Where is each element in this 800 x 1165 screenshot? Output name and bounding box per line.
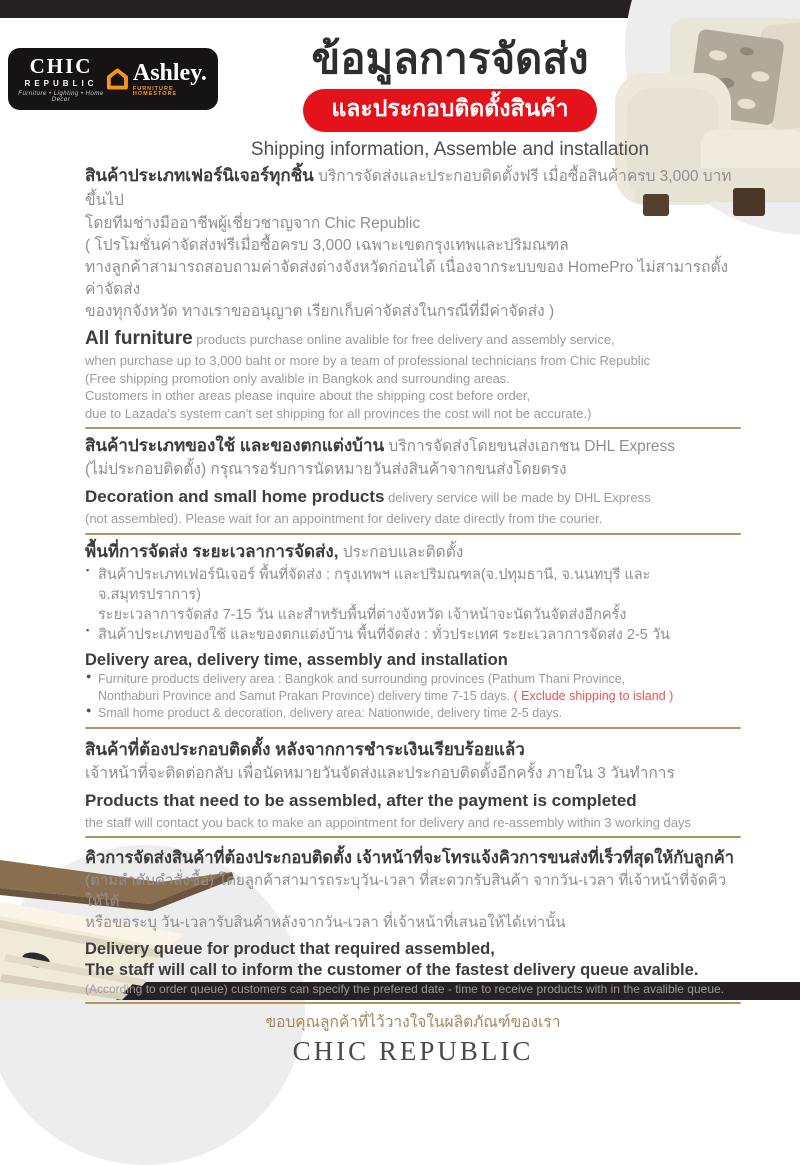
section-delivery-area <box>85 540 741 722</box>
chic-logo-tagline: Furniture • Lighting • Home Decor <box>18 90 104 103</box>
section3-thai-lead: พื้นที่การจัดส่ง ระยะเวลาการจัดส่ง, ประกอบและติดตั้ง <box>85 541 464 561</box>
section1-english-heading: All furniture <box>85 328 193 349</box>
section2-english-lead: Decoration and small home products delivery service will be made by DHL Express <box>85 487 651 506</box>
ashley-logo <box>106 61 210 98</box>
section4-english-line: the staff will contact you back to make an appointment for delivery and re-assembly within 3 working days <box>85 814 692 830</box>
section5-english-heading-line: The staff will call to inform the customer of the fastest delivery queue avalible. <box>85 961 699 979</box>
brand-logo-plate <box>8 48 218 110</box>
footer-thanks-message: ขอบคุณลูกค้าที่ไว้วางใจในผลิตภัณฑ์ของเรา <box>265 1014 561 1031</box>
section-delivery-queue <box>85 843 741 997</box>
section1-thai-line: โดยทีมช่างมืออาชีพผู้เชี่ยวชาญจาก Chic Republic <box>85 215 421 232</box>
section2-thai-heading: สินค้าประเภทของใช้ และของตกแต่งบ้าน <box>85 436 385 455</box>
section2-thai-lead: สินค้าประเภทของใช้ และของตกแต่งบ้าน บริการจัดส่งโดยขนส่งเอกชน DHL Express <box>85 436 676 455</box>
section4-thai-heading: สินค้าที่ต้องประกอบติดตั้ง หลังจากการชำระเงินเรียบร้อยแล้ว <box>85 739 525 759</box>
separator <box>85 836 741 838</box>
section5-english-line: (According to order queue) customers can specify the prefered date - time to receive products with in the avalible queue. <box>85 982 725 996</box>
section1-thai-lead: สินค้าประเภทเฟอร์นิเจอร์ทุกชิ้น บริการจัดส่งและประกอบติดตั้งฟรี เมื่อซื้อสินค้าครบ 3,000 บาทขึ้นไป <box>85 166 732 209</box>
chic-logo-subtext: REPUBLIC <box>24 78 98 88</box>
separator <box>85 427 741 429</box>
section1-english-line: Customers in other areas please inquire about the shipping cost before order, <box>85 388 531 403</box>
section4-english-heading: Products that need to be assembled, after the payment is completed <box>85 790 637 810</box>
bullet-dot-icon: ● <box>86 704 92 715</box>
page-title: ข้อมูลการจัดส่ง <box>311 35 589 82</box>
exclude-island-note: ( Exclude shipping to island ) <box>510 688 674 703</box>
english-bullet-small-products-area: ● Small home product & decoration, delivery area: Nationwide, delivery time 2-5 days. <box>86 704 563 720</box>
page-header <box>235 36 665 161</box>
section1-thai-line: ของทุกจังหวัด ทางเราขออนุญาต เรียกเก็บค่าจัดส่งในกรณีที่มีค่าจัดส่ง ) <box>85 303 555 320</box>
ashley-logo-text: Ashley. <box>132 59 207 86</box>
section2-english-line: (not assembled). Please wait for an appointment for delivery date directly from the courier. <box>85 511 603 526</box>
separator <box>85 1002 741 1004</box>
section1-english-line: when purchase up to 3,000 baht or more by a team of professional technicians from Chic Republic <box>85 353 651 368</box>
separator <box>85 533 741 535</box>
section-assembly-after-payment <box>85 734 741 832</box>
section4-thai-line: เจ้าหน้าที่จะติดต่อกลับ เพื่อนัดหมายวันจัดส่งและประกอบติดตั้งอีกครั้ง ภายใน 3 วันทำการ <box>85 764 675 782</box>
section-furniture-delivery <box>85 164 741 422</box>
bullet-dot-icon: ● <box>86 670 92 681</box>
bullet-square-icon: ▪ <box>86 624 90 635</box>
section3-english-heading: Delivery area, delivery time, assembly and installation <box>85 650 508 669</box>
ashley-logo-subtext: FURNITURE HOMESTORE <box>132 85 178 97</box>
ashley-house-icon <box>106 66 129 92</box>
section-decoration-delivery <box>85 434 741 528</box>
subtitle-banner: และประกอบติดตั้งสินค้า <box>303 89 596 132</box>
footer <box>85 1012 741 1068</box>
section1-thai-heading: สินค้าประเภทเฟอร์นิเจอร์ทุกชิ้น <box>85 166 314 185</box>
section1-english-line: (Free shipping promotion only avalible in Bangkok and surrounding areas. <box>85 370 510 386</box>
section5-thai-line: หรือขอระบุ วัน-เวลารับสินค้าหลังจากวัน-เวลา ที่เจ้าหน้าที่เสนอให้ได้เท่านั้น <box>85 914 566 931</box>
subtitle-english: Shipping information, Assemble and installation <box>250 139 650 161</box>
english-bullet-furniture-area: ● Furniture products delivery area : Bangkok and surrounding provinces (Pathum Thani Province, Nonthaburi Province and Samut Prakan Province) delivery time 7-15 days. ( Exclude shipping to island ) <box>86 670 674 703</box>
section2-thai-line: (ไม่ประกอบติดตั้ง) กรุณารอรับการนัดหมายวันส่งสินค้าจากขนส่งโดยตรง <box>85 461 567 478</box>
bullet-square-icon: ▪ <box>86 564 90 575</box>
section2-english-heading: Decoration and small home products <box>85 487 385 506</box>
section1-english-lead: All furniture products purchase online avalible for free delivery and assembly service, <box>85 328 615 349</box>
section5-english-heading-line: Delivery queue for product that required assembled, <box>85 940 495 958</box>
chic-logo-text: CHIC <box>29 53 93 78</box>
separator <box>85 727 741 729</box>
section1-thai-line: ทางลูกค้าสามารถสอบถามค่าจัดส่งต่างจังหวัดก่อนได้ เนื่องจากระบบของ HomePro ไม่สามารถตั้งค่าจัดส่ง <box>85 259 729 298</box>
section3-thai-heading: พื้นที่การจัดส่ง ระยะเวลาการจัดส่ง, <box>85 541 339 561</box>
thai-bullet-small-products-area: ▪ สินค้าประเภทของใช้ และของตกแต่งบ้าน พื้นที่จัดส่ง : ทั่วประเทศ ระยะเวลาการจัดส่ง 2-5 วัน <box>86 624 670 643</box>
section1-thai-line: ( โปรโมชั่นค่าจัดส่งฟรีเมื่อซื้อครบ 3,000 เฉพาะเขตกรุงเทพและปริมณฑล <box>85 237 569 254</box>
section5-thai-heading: คิวการจัดส่งสินค้าที่ต้องประกอบติดตั้ง เจ้าหน้าที่จะโทรแจ้งคิวการขนส่งที่เร็วที่สุดให้กับลูกค้า <box>85 849 735 867</box>
content-column <box>85 164 741 1068</box>
thai-bullet-furniture-area: ▪ สินค้าประเภทเฟอร์นิเจอร์ พื้นที่จัดส่ง : กรุงเทพฯ และปริมณฑล(จ.ปทุมธานี, จ.นนทบุรี และ จ.สมุทรปราการ) ระยะเวลาการจัดส่ง 7-15 วัน และสำหรับพื้นที่ต่างจังหวัด เจ้าหน้าจะนัดวันจัดส่งอีกครั้ง <box>86 564 651 623</box>
section1-english-line: due to Lazada's system can't set shipping for all provinces the cost will not be accurate.) <box>85 405 592 421</box>
section5-thai-line: (ตามลำดับคำสั่งซื้อ) โดยลูกค้าสามารถระบุวัน-เวลา ที่สะดวกรับสินค้า จากวัน-เวลา ที่เจ้าหน้าที่จัดคิวให้ได้ <box>85 872 727 910</box>
chic-republic-logo <box>16 53 106 103</box>
footer-brand-name: CHIC REPUBLIC <box>292 1036 534 1066</box>
